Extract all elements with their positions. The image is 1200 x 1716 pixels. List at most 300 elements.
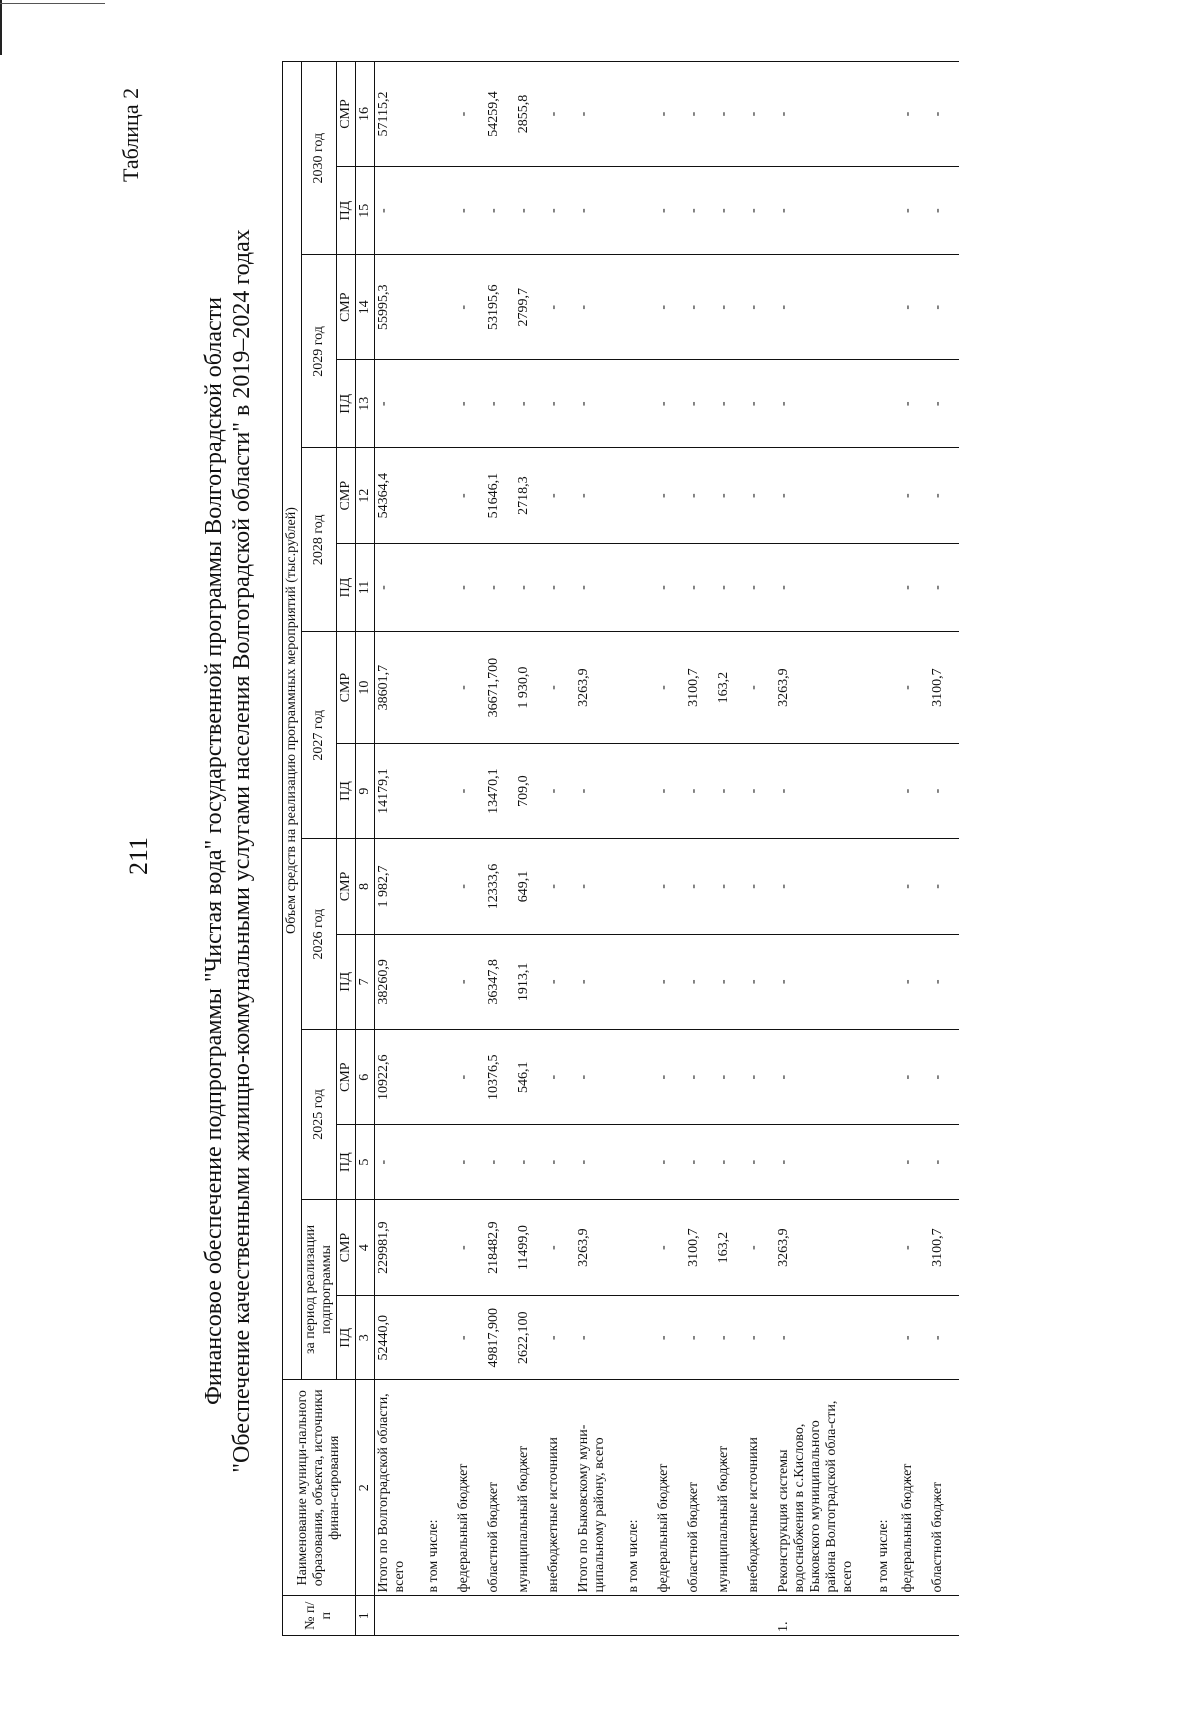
row-value: - bbox=[575, 1296, 625, 1380]
row-value: - bbox=[745, 743, 775, 838]
column-number: 8 bbox=[356, 839, 375, 934]
row-value bbox=[625, 448, 655, 543]
row-value: 54259,4 bbox=[485, 62, 515, 167]
header-smr: СМР bbox=[337, 448, 356, 543]
row-value: - bbox=[715, 1296, 745, 1380]
row-value bbox=[625, 934, 655, 1029]
row-value: 38601,7 bbox=[375, 632, 425, 744]
row-name: федеральный бюджет bbox=[455, 1380, 485, 1596]
header-smr: СМР bbox=[337, 62, 356, 167]
row-value: - bbox=[545, 1296, 575, 1380]
row-value: - bbox=[685, 543, 715, 631]
row-value: - bbox=[775, 934, 875, 1029]
row-value: - bbox=[545, 543, 575, 631]
row-value: - bbox=[929, 839, 959, 934]
row-value: - bbox=[899, 632, 929, 744]
column-number: 11 bbox=[356, 543, 375, 631]
row-value: 3263,9 bbox=[575, 1199, 625, 1296]
row-value: 3263,9 bbox=[775, 1199, 875, 1296]
row-name: муниципальный бюджет bbox=[515, 1380, 545, 1596]
row-value: - bbox=[929, 167, 959, 255]
row-number bbox=[715, 1596, 745, 1636]
row-value: - bbox=[575, 839, 625, 934]
row-number bbox=[545, 1596, 575, 1636]
header-year-2028: 2028 год bbox=[302, 448, 337, 632]
row-value: - bbox=[745, 255, 775, 360]
title-line-1: Финансовое обеспечение подпрограммы "Чистая вода" государственной программы Волгоградской области bbox=[201, 296, 227, 1406]
row-name: в том числе: bbox=[875, 1380, 899, 1596]
row-value bbox=[625, 62, 655, 167]
row-value bbox=[425, 62, 455, 167]
row-value: - bbox=[929, 1296, 959, 1380]
row-value: - bbox=[685, 167, 715, 255]
row-value bbox=[625, 1125, 655, 1199]
row-value: - bbox=[745, 360, 775, 448]
row-value bbox=[875, 448, 899, 543]
row-value: - bbox=[515, 1125, 545, 1199]
row-value bbox=[875, 1125, 899, 1199]
page-number: 211 bbox=[124, 836, 153, 876]
row-value: 3263,9 bbox=[775, 632, 875, 744]
column-number: 16 bbox=[356, 62, 375, 167]
row-value: 3263,9 bbox=[575, 632, 625, 744]
row-value: 11499,0 bbox=[515, 1199, 545, 1296]
row-value bbox=[425, 360, 455, 448]
row-value: - bbox=[545, 62, 575, 167]
row-name: федеральный бюджет bbox=[655, 1380, 685, 1596]
row-value: - bbox=[545, 1199, 575, 1296]
row-value: 1 982,7 bbox=[375, 839, 425, 934]
column-number: 13 bbox=[356, 360, 375, 448]
row-value bbox=[425, 743, 455, 838]
table-row bbox=[875, 62, 899, 1636]
row-value bbox=[625, 167, 655, 255]
table-row bbox=[515, 62, 545, 1636]
row-value: - bbox=[929, 255, 959, 360]
row-value: - bbox=[655, 167, 685, 255]
row-value: 12333,6 bbox=[485, 839, 515, 934]
row-number bbox=[929, 1596, 959, 1636]
row-value: - bbox=[455, 167, 485, 255]
table-row bbox=[715, 62, 745, 1636]
row-value: - bbox=[455, 1296, 485, 1380]
row-value: - bbox=[545, 632, 575, 744]
row-value bbox=[875, 167, 899, 255]
row-value: - bbox=[929, 543, 959, 631]
row-value: - bbox=[485, 167, 515, 255]
row-value: - bbox=[899, 62, 929, 167]
row-value bbox=[625, 1199, 655, 1296]
financing-table bbox=[282, 61, 959, 1636]
column-number: 15 bbox=[356, 167, 375, 255]
row-value: - bbox=[515, 360, 545, 448]
row-number bbox=[625, 1596, 655, 1636]
row-value: - bbox=[929, 1125, 959, 1199]
row-value: 36671,700 bbox=[485, 632, 515, 744]
row-value: - bbox=[545, 255, 575, 360]
row-number bbox=[899, 1596, 929, 1636]
row-value: - bbox=[545, 1030, 575, 1125]
row-value bbox=[875, 255, 899, 360]
row-value: - bbox=[685, 360, 715, 448]
row-value bbox=[425, 632, 455, 744]
row-value: - bbox=[715, 1125, 745, 1199]
row-number bbox=[685, 1596, 715, 1636]
row-value: 14179,1 bbox=[375, 743, 425, 838]
row-value: - bbox=[545, 360, 575, 448]
row-value: - bbox=[545, 839, 575, 934]
row-number bbox=[485, 1596, 515, 1636]
row-number: 1. bbox=[775, 1596, 875, 1636]
row-value: - bbox=[745, 934, 775, 1029]
row-value bbox=[425, 1030, 455, 1125]
row-value: - bbox=[655, 543, 685, 631]
column-number: 10 bbox=[356, 632, 375, 744]
row-value: - bbox=[745, 1199, 775, 1296]
row-value: - bbox=[929, 934, 959, 1029]
header-num: № п/п bbox=[283, 1596, 356, 1636]
row-value: - bbox=[715, 448, 745, 543]
row-value: - bbox=[655, 62, 685, 167]
row-value: - bbox=[685, 743, 715, 838]
row-value: - bbox=[455, 255, 485, 360]
column-number: 14 bbox=[356, 255, 375, 360]
table-row bbox=[425, 62, 455, 1636]
row-value: - bbox=[655, 255, 685, 360]
row-value: - bbox=[575, 62, 625, 167]
row-value: - bbox=[575, 1030, 625, 1125]
row-value: - bbox=[655, 934, 685, 1029]
row-value bbox=[625, 360, 655, 448]
row-value bbox=[425, 934, 455, 1029]
table-row bbox=[775, 62, 875, 1636]
row-value: - bbox=[745, 448, 775, 543]
row-value bbox=[625, 1030, 655, 1125]
row-value: - bbox=[455, 743, 485, 838]
row-value: - bbox=[685, 1030, 715, 1125]
row-value: - bbox=[485, 1125, 515, 1199]
row-name: областной бюджет bbox=[929, 1380, 959, 1596]
row-name: муниципальный бюджет bbox=[715, 1380, 745, 1596]
header-year-2030: 2030 год bbox=[302, 62, 337, 255]
row-value: - bbox=[929, 1030, 959, 1125]
row-value: 1 930,0 bbox=[515, 632, 545, 744]
row-value: - bbox=[685, 1125, 715, 1199]
row-value: - bbox=[545, 448, 575, 543]
row-value: 54364,4 bbox=[375, 448, 425, 543]
row-value bbox=[875, 543, 899, 631]
row-value bbox=[875, 743, 899, 838]
row-value: - bbox=[745, 1125, 775, 1199]
row-value: - bbox=[655, 1199, 685, 1296]
row-value bbox=[875, 62, 899, 167]
row-value: - bbox=[515, 167, 545, 255]
row-value: - bbox=[899, 839, 929, 934]
row-value bbox=[875, 1199, 899, 1296]
row-value: - bbox=[929, 62, 959, 167]
header-smr: СМР bbox=[337, 1030, 356, 1125]
row-name: Итого по Быковскому муни-ципальному району, всего bbox=[575, 1380, 625, 1596]
header-year-2025: 2025 год bbox=[302, 1030, 337, 1200]
header-smr: СМР bbox=[337, 255, 356, 360]
row-value: - bbox=[715, 167, 745, 255]
column-number: 4 bbox=[356, 1199, 375, 1296]
row-value: - bbox=[899, 543, 929, 631]
row-value: 3100,7 bbox=[929, 632, 959, 744]
row-value: 163,2 bbox=[715, 1199, 745, 1296]
row-value: - bbox=[899, 167, 929, 255]
row-value: 36347,8 bbox=[485, 934, 515, 1029]
row-value: - bbox=[715, 934, 745, 1029]
table-row bbox=[545, 62, 575, 1636]
row-value bbox=[625, 632, 655, 744]
row-value: 163,2 bbox=[715, 632, 745, 744]
row-value: - bbox=[655, 1125, 685, 1199]
header-smr: СМР bbox=[337, 632, 356, 744]
row-value: 3100,7 bbox=[929, 1199, 959, 1296]
row-value: - bbox=[775, 743, 875, 838]
row-value: - bbox=[455, 839, 485, 934]
title-line-2: "Обеспечение качественными жилищно-коммунальными услугами населения Волгоградской области" в 2019–2024 годах bbox=[229, 229, 255, 1473]
row-value: 2718,3 bbox=[515, 448, 545, 543]
row-value bbox=[625, 543, 655, 631]
table-row bbox=[685, 62, 715, 1636]
row-value bbox=[625, 743, 655, 838]
row-value: 3100,7 bbox=[685, 632, 715, 744]
header-period: за период реализации подпрограммы bbox=[302, 1199, 337, 1379]
row-name: областной бюджет bbox=[485, 1380, 515, 1596]
row-value: 10376,5 bbox=[485, 1030, 515, 1125]
column-number: 3 bbox=[356, 1296, 375, 1380]
row-name: Реконструкция системы водоснабжения в с.Кислово, Быковского муниципального района Волгоградской обла-сти, всего bbox=[775, 1380, 875, 1596]
row-value: 13470,1 bbox=[485, 743, 515, 838]
row-value bbox=[875, 839, 899, 934]
row-value: 53195,6 bbox=[485, 255, 515, 360]
row-value: - bbox=[715, 1030, 745, 1125]
row-value: - bbox=[375, 167, 425, 255]
row-value: 51646,1 bbox=[485, 448, 515, 543]
column-numbers-row bbox=[356, 62, 375, 1636]
row-value: - bbox=[575, 255, 625, 360]
header-pd: ПД bbox=[337, 743, 356, 838]
row-value: - bbox=[715, 62, 745, 167]
table-label: Таблица 2 bbox=[118, 87, 143, 182]
row-name: внебюджетные источники bbox=[545, 1380, 575, 1596]
row-value: - bbox=[745, 62, 775, 167]
row-value: 546,1 bbox=[515, 1030, 545, 1125]
row-value: 218482,9 bbox=[485, 1199, 515, 1296]
row-value: - bbox=[575, 360, 625, 448]
column-number: 7 bbox=[356, 934, 375, 1029]
row-value: - bbox=[745, 632, 775, 744]
row-value: - bbox=[575, 167, 625, 255]
row-value: - bbox=[455, 1125, 485, 1199]
row-value: - bbox=[575, 1125, 625, 1199]
row-number bbox=[375, 1596, 425, 1636]
column-number: 9 bbox=[356, 743, 375, 838]
row-name: областной бюджет bbox=[685, 1380, 715, 1596]
row-value: - bbox=[899, 255, 929, 360]
row-value: - bbox=[455, 360, 485, 448]
table-row bbox=[929, 62, 959, 1636]
table-body bbox=[375, 62, 959, 1636]
row-value: - bbox=[685, 1296, 715, 1380]
row-value: - bbox=[899, 1296, 929, 1380]
row-value: - bbox=[655, 839, 685, 934]
row-value: - bbox=[655, 743, 685, 838]
header-pd: ПД bbox=[337, 543, 356, 631]
row-value bbox=[875, 632, 899, 744]
row-value: - bbox=[899, 934, 929, 1029]
row-value: - bbox=[715, 543, 745, 631]
header-year-2026: 2026 год bbox=[302, 839, 337, 1030]
row-value: - bbox=[715, 743, 745, 838]
row-value: - bbox=[455, 632, 485, 744]
row-value bbox=[875, 1030, 899, 1125]
row-value: - bbox=[455, 934, 485, 1029]
row-value: - bbox=[745, 1030, 775, 1125]
row-value: - bbox=[775, 839, 875, 934]
column-number: 1 bbox=[356, 1596, 375, 1636]
row-value: - bbox=[375, 543, 425, 631]
row-value: - bbox=[575, 448, 625, 543]
row-value: - bbox=[545, 167, 575, 255]
row-number bbox=[655, 1596, 685, 1636]
row-value: - bbox=[515, 543, 545, 631]
column-number: 6 bbox=[356, 1030, 375, 1125]
column-number: 12 bbox=[356, 448, 375, 543]
row-value: - bbox=[545, 934, 575, 1029]
column-number: 5 bbox=[356, 1125, 375, 1199]
row-number bbox=[575, 1596, 625, 1636]
row-value: - bbox=[485, 543, 515, 631]
header-pd: ПД bbox=[337, 1125, 356, 1199]
table-row bbox=[455, 62, 485, 1636]
header-year-2029: 2029 год bbox=[302, 255, 337, 448]
row-value: - bbox=[929, 360, 959, 448]
row-value: - bbox=[655, 632, 685, 744]
header-pd: ПД bbox=[337, 167, 356, 255]
row-value: - bbox=[575, 934, 625, 1029]
row-value: - bbox=[775, 543, 875, 631]
row-name: внебюджетные источники bbox=[745, 1380, 775, 1596]
row-value: - bbox=[899, 1125, 929, 1199]
row-value: - bbox=[575, 743, 625, 838]
row-value bbox=[425, 543, 455, 631]
row-number bbox=[745, 1596, 775, 1636]
row-value: 10922,6 bbox=[375, 1030, 425, 1125]
row-value: - bbox=[745, 167, 775, 255]
row-value bbox=[875, 1296, 899, 1380]
row-value: - bbox=[455, 543, 485, 631]
row-value: - bbox=[745, 1296, 775, 1380]
row-value: 709,0 bbox=[515, 743, 545, 838]
row-value: - bbox=[745, 543, 775, 631]
row-value: 1913,1 bbox=[515, 934, 545, 1029]
row-value: 49817,900 bbox=[485, 1296, 515, 1380]
row-value: 649,1 bbox=[515, 839, 545, 934]
row-value: 2622,100 bbox=[515, 1296, 545, 1380]
row-value bbox=[425, 839, 455, 934]
row-value bbox=[875, 934, 899, 1029]
row-value: - bbox=[685, 255, 715, 360]
row-value: - bbox=[655, 1296, 685, 1380]
row-value: - bbox=[929, 448, 959, 543]
header-name: Наименование муници-пального образования, объекта, источники финан-сирования bbox=[283, 1380, 356, 1596]
row-value: 52440,0 bbox=[375, 1296, 425, 1380]
header-volume: Объем средств на реализацию программных мероприятий (тыс.рублей) bbox=[283, 62, 302, 1380]
row-value: - bbox=[899, 743, 929, 838]
header-smr: СМР bbox=[337, 1199, 356, 1296]
column-number: 2 bbox=[356, 1380, 375, 1596]
row-value: - bbox=[715, 255, 745, 360]
row-number bbox=[425, 1596, 455, 1636]
table-row bbox=[375, 62, 425, 1636]
row-value: - bbox=[685, 448, 715, 543]
row-value bbox=[425, 1296, 455, 1380]
header-year-2027: 2027 год bbox=[302, 632, 337, 839]
row-value: 55995,3 bbox=[375, 255, 425, 360]
row-value bbox=[425, 167, 455, 255]
row-value: 57115,2 bbox=[375, 62, 425, 167]
row-value: - bbox=[775, 255, 875, 360]
row-value bbox=[625, 255, 655, 360]
row-value: 38260,9 bbox=[375, 934, 425, 1029]
table-row bbox=[655, 62, 685, 1636]
row-value: - bbox=[455, 448, 485, 543]
row-value: - bbox=[575, 543, 625, 631]
row-value: - bbox=[899, 1199, 929, 1296]
header-pd: ПД bbox=[337, 934, 356, 1029]
row-name: в том числе: bbox=[625, 1380, 655, 1596]
row-value: 3100,7 bbox=[685, 1199, 715, 1296]
row-value: - bbox=[775, 448, 875, 543]
row-value: - bbox=[775, 1125, 875, 1199]
row-value: - bbox=[775, 62, 875, 167]
document-title bbox=[200, 86, 256, 1616]
table-row bbox=[745, 62, 775, 1636]
row-value: - bbox=[655, 360, 685, 448]
row-value: - bbox=[775, 1030, 875, 1125]
row-value: - bbox=[715, 839, 745, 934]
row-value: - bbox=[455, 1030, 485, 1125]
row-value: - bbox=[485, 360, 515, 448]
row-number bbox=[455, 1596, 485, 1636]
row-value: - bbox=[685, 839, 715, 934]
row-number bbox=[515, 1596, 545, 1636]
row-value bbox=[625, 1296, 655, 1380]
row-value: - bbox=[545, 1125, 575, 1199]
table-row bbox=[575, 62, 625, 1636]
row-value: - bbox=[775, 360, 875, 448]
table-row bbox=[485, 62, 515, 1636]
row-value: 229981,9 bbox=[375, 1199, 425, 1296]
row-value bbox=[425, 255, 455, 360]
row-value: - bbox=[375, 1125, 425, 1199]
row-value: - bbox=[685, 934, 715, 1029]
header-pd: ПД bbox=[337, 1296, 356, 1380]
row-value bbox=[425, 1199, 455, 1296]
row-value: - bbox=[655, 1030, 685, 1125]
row-value: - bbox=[545, 743, 575, 838]
row-value bbox=[425, 1125, 455, 1199]
row-value: - bbox=[455, 1199, 485, 1296]
row-value: - bbox=[775, 167, 875, 255]
row-value bbox=[425, 448, 455, 543]
row-value: - bbox=[375, 360, 425, 448]
row-value: - bbox=[685, 62, 715, 167]
row-value bbox=[625, 839, 655, 934]
